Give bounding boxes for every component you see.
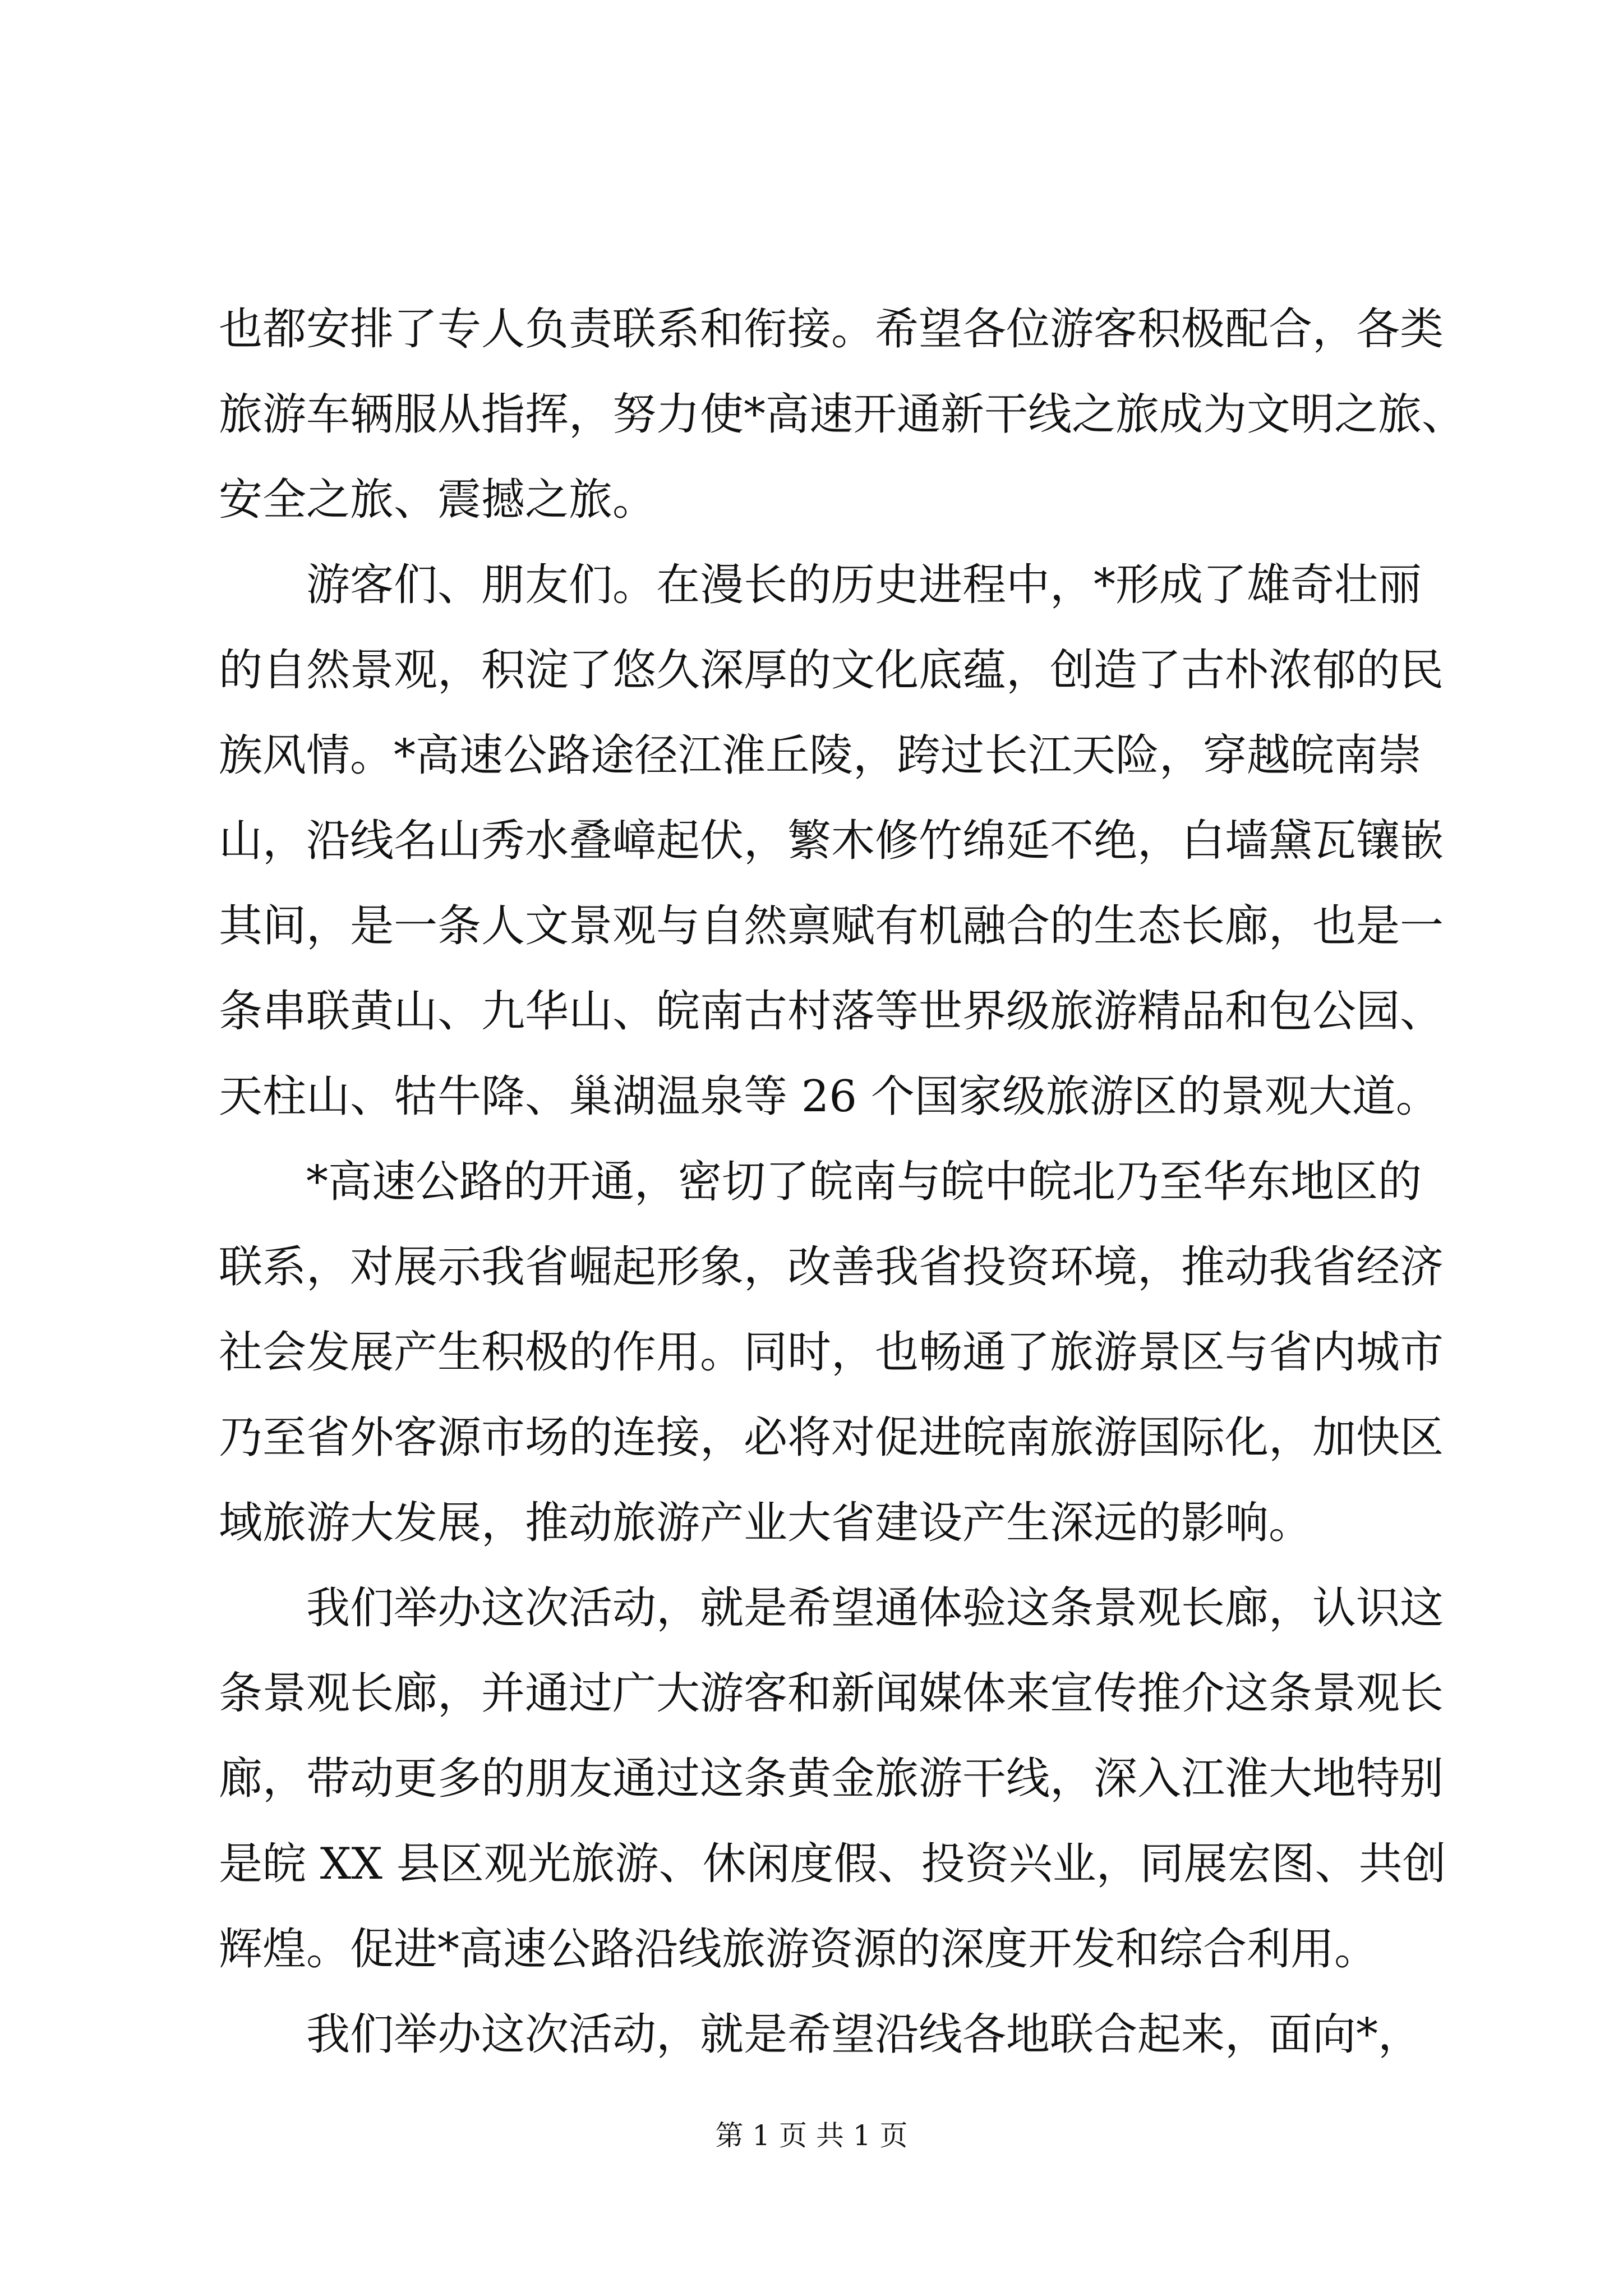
paragraph-first-line: 我们举办这次活动，就是希望通体验这条景观长廊，认识这	[306, 1583, 1444, 1634]
text-line: 条景观长廊，并通过广大游客和新闻媒体来宣传推介这条景观长	[219, 1668, 1444, 1719]
paragraph-first-line: 游客们、朋友们。在漫长的历史进程中，*形成了雄奇壮丽	[306, 560, 1422, 610]
text-line: 乃至省外客源市场的连接，必将对促进皖南旅游国际化，加快区	[219, 1412, 1444, 1463]
page-footer: 第 1 页 共 1 页	[715, 2119, 908, 2152]
paragraph-first-line: *高速公路的开通，密切了皖南与皖中皖北乃至华东地区的	[306, 1157, 1422, 1207]
text-line: 旅游车辆服从指挥，努力使*高速开通新干线之旅成为文明之旅、	[219, 389, 1466, 440]
text-line: 天柱山、牯牛降、巢湖温泉等 26 个国家级旅游区的景观大道。	[219, 1071, 1440, 1122]
text-line: 廊，带动更多的朋友通过这条黄金旅游干线，深入江淮大地特别	[219, 1754, 1444, 1804]
text-line: 条串联黄山、九华山、皖南古村落等世界级旅游精品和包公园、	[219, 986, 1444, 1037]
text-line: 联系，对展示我省崛起形象，改善我省投资环境，推动我省经济	[219, 1242, 1444, 1292]
text-line: 其间，是一条人文景观与自然禀赋有机融合的生态长廊，也是一	[219, 901, 1444, 951]
text-line: 山，沿线名山秀水叠嶂起伏，繁木修竹绵延不绝，白墙黛瓦镶嵌	[219, 816, 1444, 866]
paragraph-first-line: 我们举办这次活动，就是希望沿线各地联合起来，面向*，	[306, 2009, 1422, 2060]
text-line: 也都安排了专人负责联系和衔接。希望各位游客积极配合，各类	[219, 304, 1444, 355]
text-line: 域旅游大发展，推动旅游产业大省建设产生深远的影响。	[219, 1498, 1313, 1548]
text-line: 族风情。*高速公路途径江淮丘陵，跨过长江天险，穿越皖南崇	[219, 730, 1422, 781]
text-line: 的自然景观，积淀了悠久深厚的文化底蕴，创造了古朴浓郁的民	[219, 645, 1444, 696]
text-line: 社会发展产生积极的作用。同时，也畅通了旅游景区与省内城市	[219, 1327, 1444, 1378]
text-line: 辉煌。促进*高速公路沿线旅游资源的深度开发和综合利用。	[219, 1924, 1378, 1975]
text-line: 安全之旅、震撼之旅。	[219, 475, 657, 525]
text-line: 是皖 XX 县区观光旅游、休闲度假、投资兴业，同展宏图、共创	[219, 1839, 1446, 1889]
